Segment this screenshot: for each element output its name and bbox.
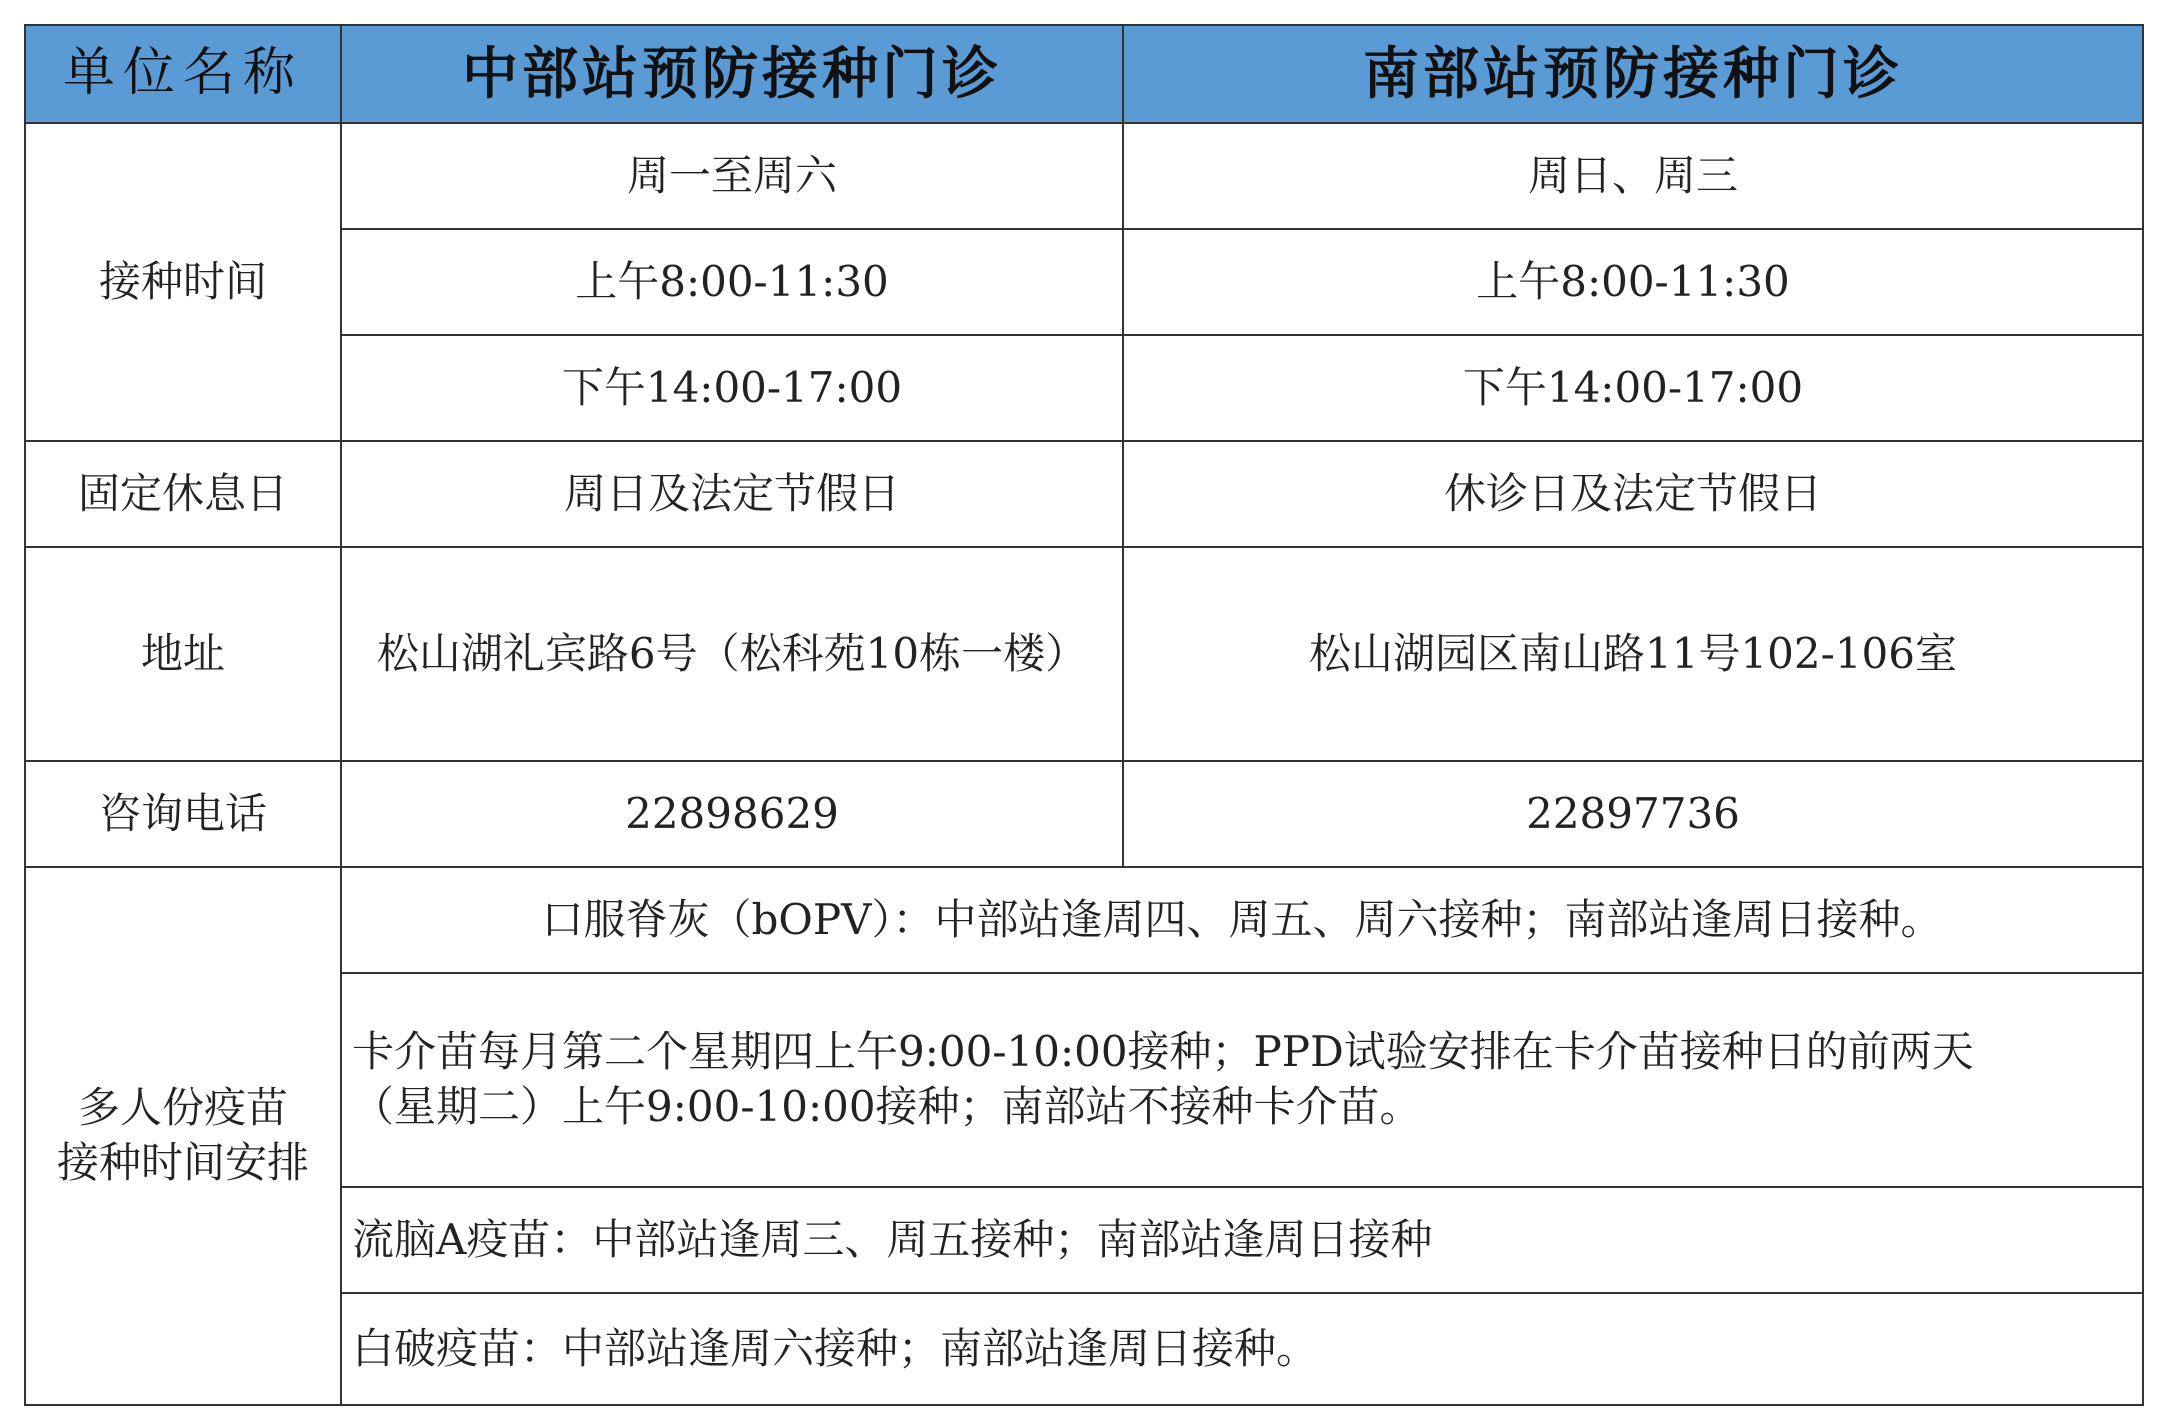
vaccination-schedule-table xyxy=(24,24,2144,1406)
vaccination-hours-label: 接种时间 xyxy=(25,123,341,441)
header-row xyxy=(25,25,2143,123)
south-afternoon-hours: 下午14:00-17:00 xyxy=(1123,335,2143,441)
multi-dose-label-line2: 接种时间安排 xyxy=(56,1138,309,1187)
hours-days-row xyxy=(25,123,2143,229)
central-days: 周一至周六 xyxy=(341,123,1123,229)
central-address: 松山湖礼宾路6号（松科苑10栋一楼） xyxy=(341,547,1123,761)
dt-row xyxy=(25,1293,2143,1405)
central-morning-hours: 上午8:00-11:30 xyxy=(341,229,1123,335)
south-days: 周日、周三 xyxy=(1123,123,2143,229)
bcg-schedule xyxy=(341,973,2143,1187)
central-afternoon-hours: 下午14:00-17:00 xyxy=(341,335,1123,441)
south-address: 松山湖园区南山路11号102-106室 xyxy=(1123,547,2143,761)
bcg-row xyxy=(25,973,2143,1187)
bopv-schedule: 口服脊灰（bOPV）：中部站逢周四、周五、周六接种；南部站逢周日接种。 xyxy=(341,867,2143,973)
bcg-schedule-line1: 卡介苗每月第二个星期四上午9:00-10:00接种；PPD试验安排在卡介苗接种日的前两天 xyxy=(352,1027,1974,1077)
address-row xyxy=(25,547,2143,761)
multi-dose-label xyxy=(25,867,341,1405)
central-rest-day: 周日及法定节假日 xyxy=(341,441,1123,547)
mena-row xyxy=(25,1187,2143,1293)
central-phone: 22898629 xyxy=(341,761,1123,867)
phone-row xyxy=(25,761,2143,867)
hours-am-row xyxy=(25,229,2143,335)
bopv-row xyxy=(25,867,2143,973)
south-clinic-header: 南部站预防接种门诊 xyxy=(1123,25,2143,123)
rest-day-label: 固定休息日 xyxy=(25,441,341,547)
central-clinic-header: 中部站预防接种门诊 xyxy=(341,25,1123,123)
multi-dose-label-line1: 多人份疫苗 xyxy=(77,1083,288,1133)
unit-name-header: 单位名称 xyxy=(25,25,341,123)
south-phone: 22897736 xyxy=(1123,761,2143,867)
dt-schedule: 白破疫苗：中部站逢周六接种；南部站逢周日接种。 xyxy=(341,1293,2143,1405)
south-rest-day: 休诊日及法定节假日 xyxy=(1123,441,2143,547)
hours-pm-row xyxy=(25,335,2143,441)
south-morning-hours: 上午8:00-11:30 xyxy=(1123,229,2143,335)
bcg-schedule-line2: （星期二）上午9:00-10:00接种；南部站不接种卡介苗。 xyxy=(352,1082,1422,1131)
mena-schedule: 流脑A疫苗：中部站逢周三、周五接种；南部站逢周日接种 xyxy=(341,1187,2143,1293)
rest-day-row xyxy=(25,441,2143,547)
phone-label: 咨询电话 xyxy=(25,761,341,867)
address-label: 地址 xyxy=(25,547,341,761)
